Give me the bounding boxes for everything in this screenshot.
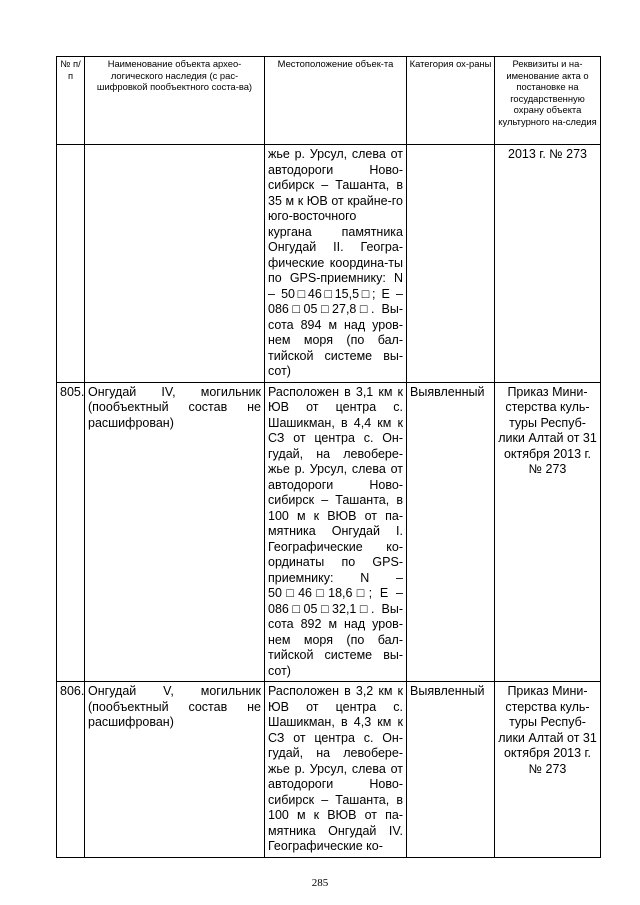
- cell-location: Расположен в 3,2 км к ЮВ от центра с. Шашикман, в 4,3 км к СЗ от центра с. Он-гудай, на левобере-жье р. Урсул, слева от автодороги Ново-сибирск – Ташанта, в 100 м к ВЮВ от па-мятника Онгудай IV. Географические ко-: [265, 682, 407, 858]
- cell-location: жье р. Урсул, слева от автодороги Ново-сибирск – Ташанта, в 35 м к ЮВ от крайне-го юго-восточного кургана памятника Онгудай II. Геогра-фические координа-ты по GPS-приемнику: N – 50□46□15,5□; E – 086□05□27,8□. Вы-сота 894 м над уров-нем моря (по бал-тийской системе вы-сот): [265, 145, 407, 383]
- cell-name: [85, 145, 265, 383]
- cell-number: 806.: [57, 682, 85, 858]
- cell-category: [407, 145, 495, 383]
- cell-number: [57, 145, 85, 383]
- heritage-register-table: [56, 56, 601, 858]
- cell-location: Расположен в 3,1 км к ЮВ от центра с. Шашикман, в 4,4 км к СЗ от центра с. Он-гудай, на левобере-жье р. Урсул, слева от автодороги Ново-сибирск – Ташанта, в 100 м к ВЮВ от па-мятника Онгудай I. Географические ко-ординаты по GPS-приемнику: N – 50□46□18,6□; E – 086□05□32,1□. Вы-сота 892 м над уров-нем моря (по бал-тийской системе вы-сот): [265, 382, 407, 682]
- header-act-details: Реквизиты и на-именование акта о постановке на государственную охрану объекта культурного на-следия: [495, 57, 601, 145]
- page-number: 285: [311, 877, 329, 889]
- cell-category: Выявленный: [407, 382, 495, 682]
- header-category: Категория ох-раны: [407, 57, 495, 145]
- table-row-continued: [57, 145, 601, 383]
- table-header-row: [57, 57, 601, 145]
- cell-act: 2013 г. № 273: [495, 145, 601, 383]
- cell-number: 805.: [57, 382, 85, 682]
- table-row: [57, 382, 601, 682]
- cell-name: Онгудай IV, могильник (пообъектный состав не расшифрован): [85, 382, 265, 682]
- header-location: Местоположение объек-та: [265, 57, 407, 145]
- header-object-name: Наименование объекта архео-логического наследия (с рас-шифровкой пообъектного соста-ва): [85, 57, 265, 145]
- cell-act: Приказ Мини-стерства куль-туры Респуб-лики Алтай от 31 октября 2013 г. № 273: [495, 682, 601, 858]
- cell-act: Приказ Мини-стерства куль-туры Респуб-лики Алтай от 31 октября 2013 г. № 273: [495, 382, 601, 682]
- table-row: [57, 682, 601, 858]
- cell-category: Выявленный: [407, 682, 495, 858]
- cell-name: Онгудай V, могильник (пообъектный состав не расшифрован): [85, 682, 265, 858]
- header-number: № п/п: [57, 57, 85, 145]
